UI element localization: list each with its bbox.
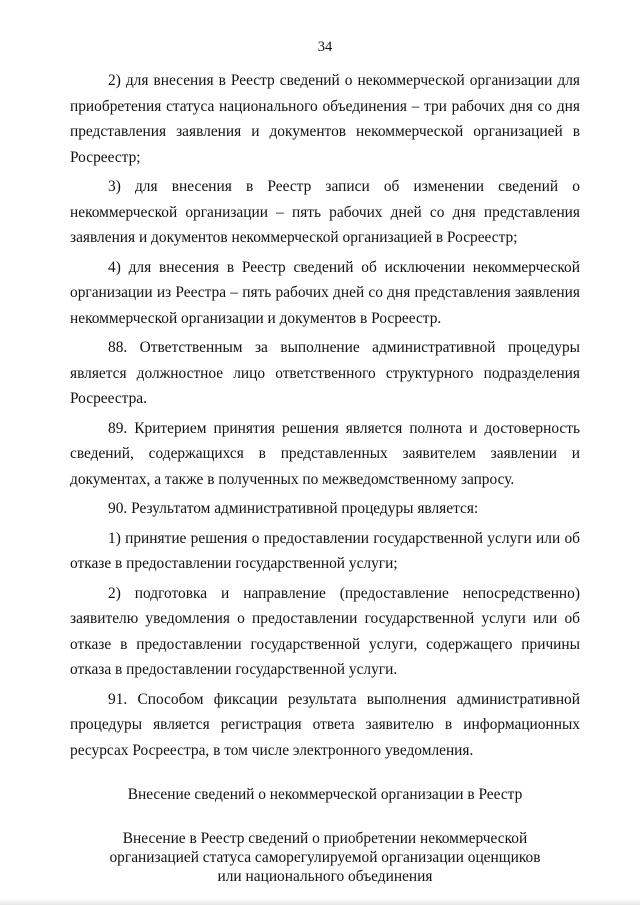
subsection-heading-line: Внесение в Реестр сведений о приобретении некоммерческой [122, 830, 528, 847]
paragraph-item-3: 3) для внесения в Реестр записи об изменении сведений о некоммерческой организации – пять рабочих дней со дня представления заявления и документов некоммерческой организацией в Росреестр; [70, 178, 580, 246]
subsection-heading [70, 829, 580, 886]
paragraph-90-item-1: 1) принятие решения о предоставлении государственной услуги или об отказе в предоставлении государственной услуги; [70, 529, 580, 572]
paragraph-90-item-2: 2) подготовка и направление (предоставление непосредственно) заявителю уведомления о предоставлении государственной услуги или об отказе в предоставлении государственной услуги, содержащего причины отказа в предоставлении государственной услуги. [70, 584, 580, 678]
paragraph-89: 89. Критерием принятия решения является полнота и достоверность сведений, содержащихся в представленных заявителем заявлении и документах, а также в полученных по межведомственному запросу. [70, 419, 580, 488]
section-heading: Внесение сведений о некоммерческой организации в Реестр [127, 786, 523, 803]
paragraph-item-4: 4) для внесения в Реестр сведений об исключении некоммерческой организации из Реестра – пять рабочих дней со дня представления заявления некоммерческой организации и документов в Росреестр. [70, 258, 580, 327]
subsection-heading-line: организацией статуса саморегулируемой организации оценщиков [109, 849, 541, 866]
scan-bottom-edge [0, 899, 640, 905]
page-number: 34 [317, 39, 333, 55]
paragraph-90: 90. Результатом административной процедуры является: [108, 500, 479, 517]
paragraph-88: 88. Ответственным за выполнение административной процедуры является должностное лицо ответственного структурного подразделения Росреестра. [70, 339, 580, 407]
paragraph-item-2: 2) для внесения в Реестр сведений о некоммерческой организации для приобретения статуса национального объединения – три рабочих дня со дня представления заявления и документов некоммерческой организацией в Росреестр; [70, 72, 580, 166]
paragraph-91: 91. Способом фиксации результата выполнения административной процедуры является регистрация ответа заявителю в информационных ресурсах Росреестра, в том числе электронного уведомления. [70, 690, 580, 759]
subsection-heading-line: или национального объединения [217, 868, 433, 885]
